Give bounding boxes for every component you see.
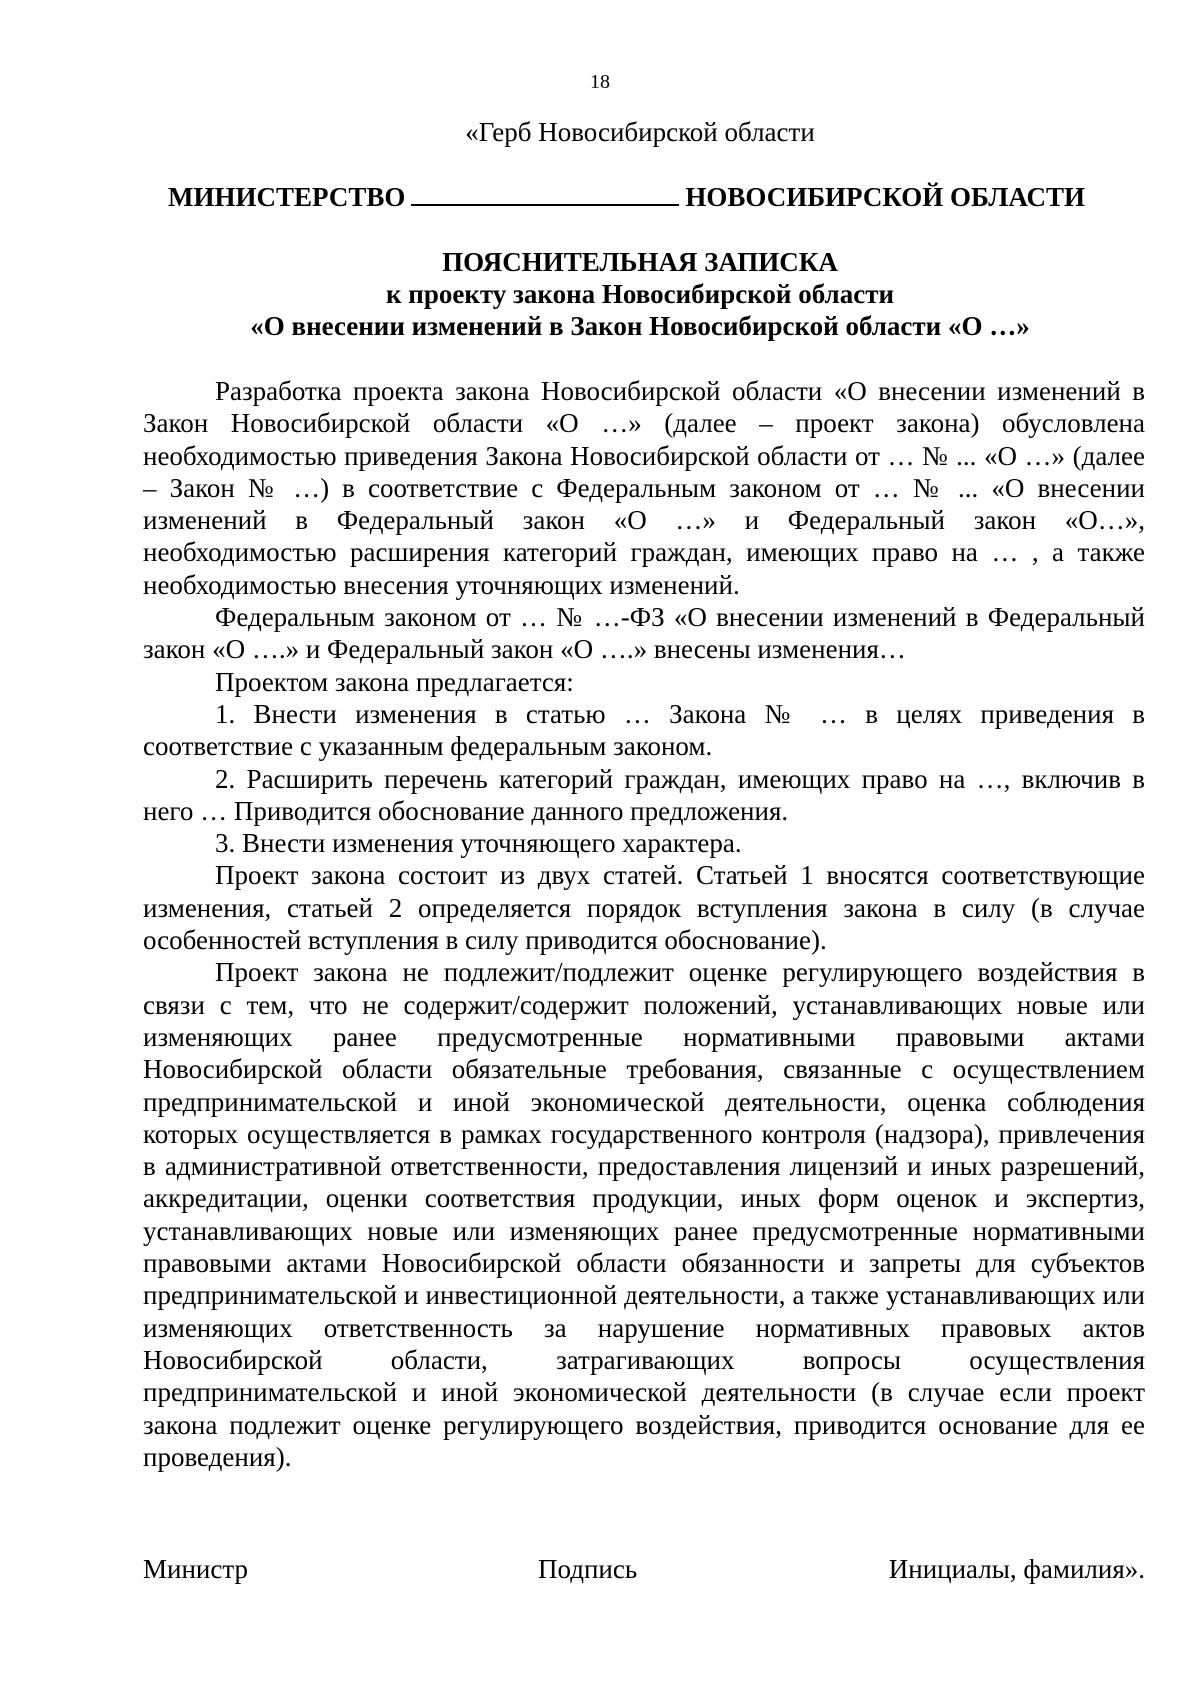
signatory-name: Инициалы, фамилия».: [888, 1554, 1145, 1584]
paragraph: Проектом закона предлагается:: [215, 666, 574, 697]
emblem-placeholder-text: «Герб Новосибирской области: [465, 117, 815, 147]
paragraph: Проект закона состоит из двух статей. Статьей 1 вносятся соответствующие изменения, статьей 2 определяется порядок вступления закона в силу (в случае особенностей вступления в силу приводится обоснование).: [143, 860, 1145, 956]
document-title: [120, 246, 1160, 342]
paragraph: 2. Расширить перечень категорий граждан, имеющих право на …, включив в него … Приводится обоснование данного предложения.: [143, 763, 1145, 826]
page-number: 18: [590, 71, 610, 93]
ministry-name-blank: [411, 178, 679, 206]
title-line-3: «О внесении изменений в Закон Новосибирской области «О …»: [250, 311, 1030, 341]
ministry-heading: [168, 178, 1128, 215]
document-body: [143, 375, 1145, 1473]
paragraph: 3. Внести изменения уточняющего характера.: [215, 828, 742, 859]
paragraph: Федеральным законом от … № …-ФЗ «О внесении изменений в Федеральный закон «О ….» и Федеральный закон «О ….» внесены изменения…: [143, 602, 1145, 665]
paragraph: 1. Внести изменения в статью … Закона № … в целях приведения в соответствие с указанным федеральным законом.: [143, 698, 1145, 762]
signature-placeholder: Подпись: [538, 1554, 638, 1584]
ministry-heading-right: НОВОСИБИРСКОЙ ОБЛАСТИ: [685, 182, 1085, 212]
title-line-2: к проекту закона Новосибирской области: [385, 279, 895, 309]
ministry-heading-left: МИНИСТЕРСТВО: [168, 182, 406, 212]
signature-block: [143, 1553, 1145, 1585]
title-line-1: ПОЯСНИТЕЛЬНАЯ ЗАПИСКА: [442, 247, 838, 277]
signatory-position: Министр: [143, 1554, 248, 1584]
paragraph: Разработка проекта закона Новосибирской области «О внесении изменений в Закон Новосибирской области «О …» (далее – проект закона) обусловлена необходимостью приведения Закона Новосибирской области от … № ... «О …» (далее – Закон № …) в соответствие с Федеральным законом от … № ... «О внесении изменений в Федеральный закон «О …» и Федеральный закон «О…», необходимостью расширения категорий граждан, имеющих право на … , а также необходимостью внесения уточняющих изменений.: [143, 376, 1145, 600]
paragraph: Проект закона не подлежит/подлежит оценке регулирующего воздействия в связи с тем, что не содержит/содержит положений, устанавливающих новые или изменяющих ранее предусмотренные нормативными правовыми актами Новосибирской области обязательные требования, связанные с осуществлением предпринимательской и иной экономической деятельности, оценка соблюдения которых осуществляется в рамках государственного контроля (надзора), привлечения в административной ответственности, предоставления лицензий и иных разрешений, аккредитации, оценки соответствия продукции, иных форм оценок и экспертиз, устанавливающих новые или изменяющих ранее предусмотренные нормативными правовыми актами Новосибирской области обязанности и запреты для субъектов предпринимательской и инвестиционной деятельности, а также устанавливающих или изменяющих ответственность за нарушение нормативных правовых актов Новосибирской области, затрагивающих вопросы осуществления предпринимательской и иной экономической деятельности (в случае если проект закона подлежит оценке регулирующего воздействия, приводится основание для ее проведения).: [143, 957, 1145, 1472]
